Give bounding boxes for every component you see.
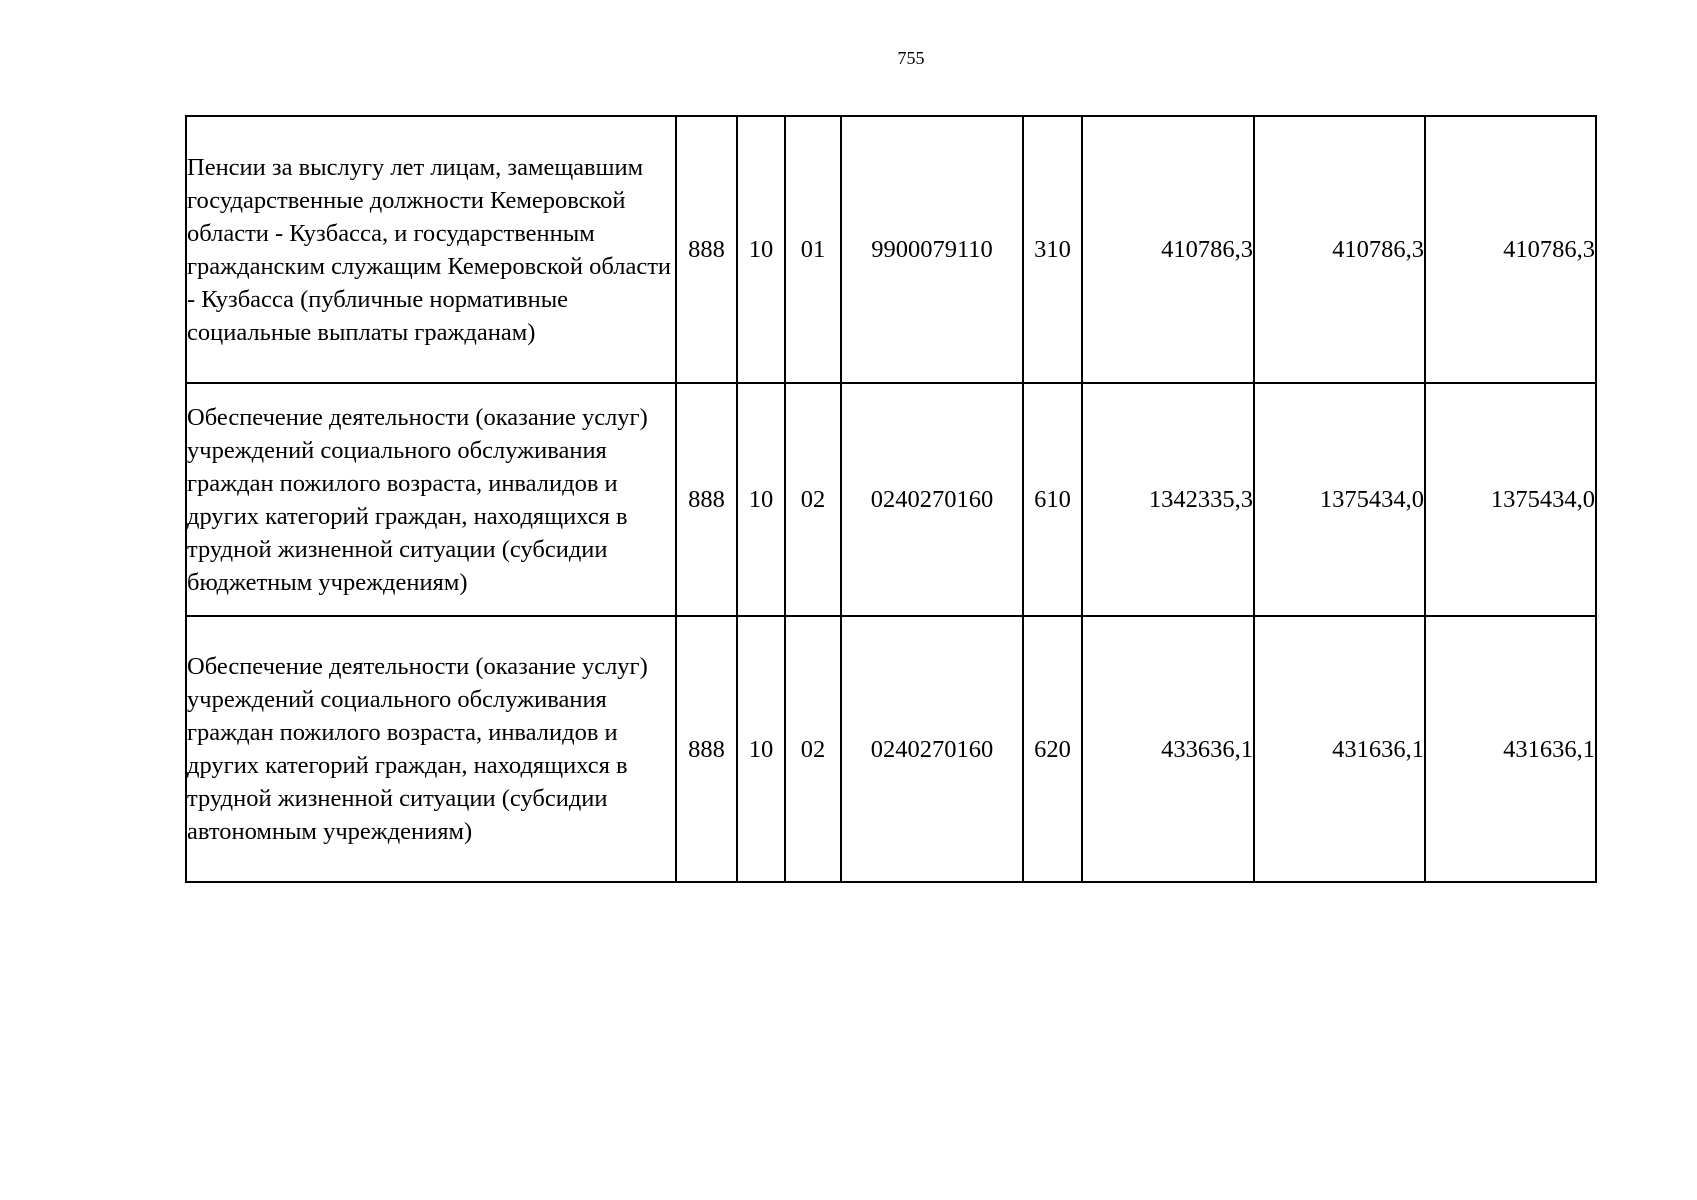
- expense-type-code: 310: [1023, 116, 1082, 383]
- amount-year-2: 431636,1: [1254, 616, 1425, 882]
- amount-year-1: 410786,3: [1082, 116, 1254, 383]
- target-article-code: 9900079110: [841, 116, 1023, 383]
- row-description: Обеспечение деятельности (оказание услуг) учреждений социального обслуживания граждан пожилого возраста, инвалидов и других категорий граждан, находящихся в трудной жизненной ситуации (субсидии автономным учреждениям): [186, 616, 676, 882]
- row-description: Пенсии за выслугу лет лицам, замещавшим государственные должности Кемеровской области - Кузбасса, и государственным гражданским служащим Кемеровской области - Кузбасса (публичные нормативные социальные выплаты гражданам): [186, 116, 676, 383]
- section-code: 10: [737, 616, 785, 882]
- ministry-code: 888: [676, 116, 737, 383]
- section-code: 10: [737, 116, 785, 383]
- table-row: [186, 116, 1596, 383]
- amount-year-3: 431636,1: [1425, 616, 1596, 882]
- subsection-code: 02: [785, 383, 841, 616]
- amount-year-2: 1375434,0: [1254, 383, 1425, 616]
- ministry-code: 888: [676, 383, 737, 616]
- row-description: Обеспечение деятельности (оказание услуг) учреждений социального обслуживания граждан пожилого возраста, инвалидов и других категорий граждан, находящихся в трудной жизненной ситуации (субсидии бюджетным учреждениям): [186, 383, 676, 616]
- amount-year-3: 410786,3: [1425, 116, 1596, 383]
- amount-year-2: 410786,3: [1254, 116, 1425, 383]
- table-row: [186, 383, 1596, 616]
- expense-type-code: 620: [1023, 616, 1082, 882]
- subsection-code: 02: [785, 616, 841, 882]
- budget-table: [185, 115, 1597, 883]
- expense-type-code: 610: [1023, 383, 1082, 616]
- page-number: 755: [897, 48, 925, 68]
- amount-year-3: 1375434,0: [1425, 383, 1596, 616]
- target-article-code: 0240270160: [841, 383, 1023, 616]
- amount-year-1: 433636,1: [1082, 616, 1254, 882]
- section-code: 10: [737, 383, 785, 616]
- ministry-code: 888: [676, 616, 737, 882]
- amount-year-1: 1342335,3: [1082, 383, 1254, 616]
- subsection-code: 01: [785, 116, 841, 383]
- table-row: [186, 616, 1596, 882]
- target-article-code: 0240270160: [841, 616, 1023, 882]
